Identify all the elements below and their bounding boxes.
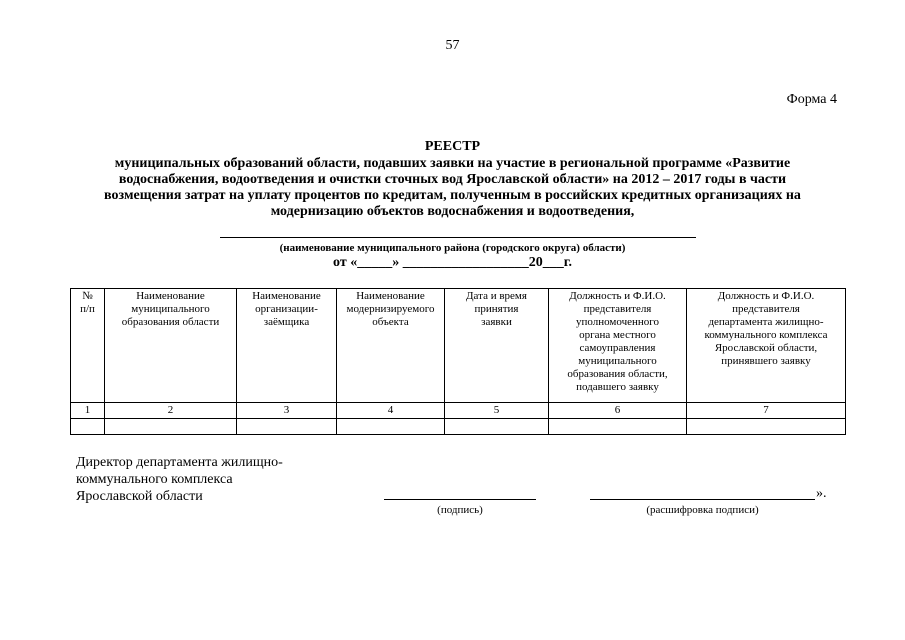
table-cell bbox=[549, 419, 687, 435]
form-label: Форма 4 bbox=[786, 92, 837, 107]
date-line: от «_____» __________________20___г. bbox=[333, 255, 572, 270]
header-line: принятия bbox=[474, 303, 519, 315]
table-header-row bbox=[71, 289, 846, 403]
registry-table bbox=[70, 288, 846, 435]
signature-caption: (подпись) bbox=[437, 504, 483, 516]
signer-title-line: Ярославской области bbox=[76, 489, 203, 504]
table-cell bbox=[71, 419, 105, 435]
column-number-cell: 7 bbox=[687, 403, 846, 419]
header-line: Ярославской области, bbox=[714, 342, 818, 354]
header-cell-date bbox=[445, 289, 549, 403]
table-cell bbox=[445, 419, 549, 435]
subtitle-line: возмещения затрат на уплату процентов по кредитам, полученным в российских кредитных организациях на bbox=[104, 188, 801, 203]
header-line: Наименование bbox=[252, 290, 321, 302]
page-number: 57 bbox=[445, 38, 460, 53]
subtitle-line: модернизацию объектов водоснабжения и водоотведения, bbox=[270, 204, 635, 219]
header-line: образования области, bbox=[567, 368, 668, 380]
header-line: департамента жилищно- bbox=[708, 316, 824, 328]
header-line: подавшего заявку bbox=[576, 381, 659, 393]
column-number-cell: 5 bbox=[445, 403, 549, 419]
header-line: п/п bbox=[80, 303, 95, 315]
signer-title bbox=[76, 454, 283, 505]
header-line: Наименование bbox=[356, 290, 425, 302]
header-cell-object bbox=[337, 289, 445, 403]
header-line: объекта bbox=[372, 316, 409, 328]
header-line: Дата и время bbox=[466, 290, 527, 302]
header-line: заявки bbox=[481, 316, 512, 328]
signer-title-line: Директор департамента жилищно- bbox=[76, 455, 283, 470]
header-cell-receiver bbox=[687, 289, 846, 403]
header-cell-submitter bbox=[549, 289, 687, 403]
subtitle-line: водоснабжения, водоотведения и очистки сточных вод Ярославской области» на 2012 – 2017 годы в части bbox=[118, 172, 787, 187]
region-fill-line bbox=[220, 237, 696, 238]
column-number-cell: 2 bbox=[105, 403, 237, 419]
header-line: принявшего заявку bbox=[721, 355, 811, 367]
document-title: РЕЕСТР bbox=[424, 139, 481, 154]
header-line: Наименование bbox=[136, 290, 205, 302]
header-line: заёмщика bbox=[263, 316, 310, 328]
header-line: органа местного bbox=[579, 329, 656, 341]
header-line: организации- bbox=[255, 303, 318, 315]
table-cell bbox=[337, 419, 445, 435]
signature-decode-line bbox=[590, 499, 815, 500]
header-line: представителя bbox=[732, 303, 800, 315]
table-row bbox=[71, 419, 846, 435]
document-subtitle bbox=[60, 156, 845, 220]
column-number-cell: 1 bbox=[71, 403, 105, 419]
column-number-cell: 4 bbox=[337, 403, 445, 419]
table-cell bbox=[687, 419, 846, 435]
closing-mark: ». bbox=[816, 486, 827, 501]
header-line: Должность и Ф.И.О. bbox=[569, 290, 666, 302]
header-line: модернизируемого bbox=[346, 303, 435, 315]
header-line: муниципального bbox=[578, 355, 657, 367]
table-cell bbox=[237, 419, 337, 435]
column-number-cell: 3 bbox=[237, 403, 337, 419]
header-line: Должность и Ф.И.О. bbox=[717, 290, 815, 302]
subtitle-line: муниципальных образований области, подавших заявки на участие в региональной программе «Развитие bbox=[114, 156, 791, 171]
header-cell-borrower bbox=[237, 289, 337, 403]
table-cell bbox=[105, 419, 237, 435]
header-cell-number bbox=[71, 289, 105, 403]
signature-decode-caption: (расшифровка подписи) bbox=[646, 504, 759, 516]
signer-title-line: коммунального комплекса bbox=[76, 472, 233, 487]
column-number-cell: 6 bbox=[549, 403, 687, 419]
header-line: уполномоченного bbox=[575, 316, 659, 328]
header-line: муниципального bbox=[131, 303, 210, 315]
header-line: № bbox=[82, 290, 93, 302]
header-cell-municipality bbox=[105, 289, 237, 403]
header-line: коммунального комплекса bbox=[704, 329, 828, 341]
header-line: образования области bbox=[121, 316, 220, 328]
header-line: самоуправления bbox=[579, 342, 656, 354]
region-caption: (наименование муниципального района (городского округа) области) bbox=[279, 242, 626, 254]
column-number-row bbox=[71, 403, 846, 419]
signature-line bbox=[384, 499, 536, 500]
header-line: представителя bbox=[583, 303, 652, 315]
